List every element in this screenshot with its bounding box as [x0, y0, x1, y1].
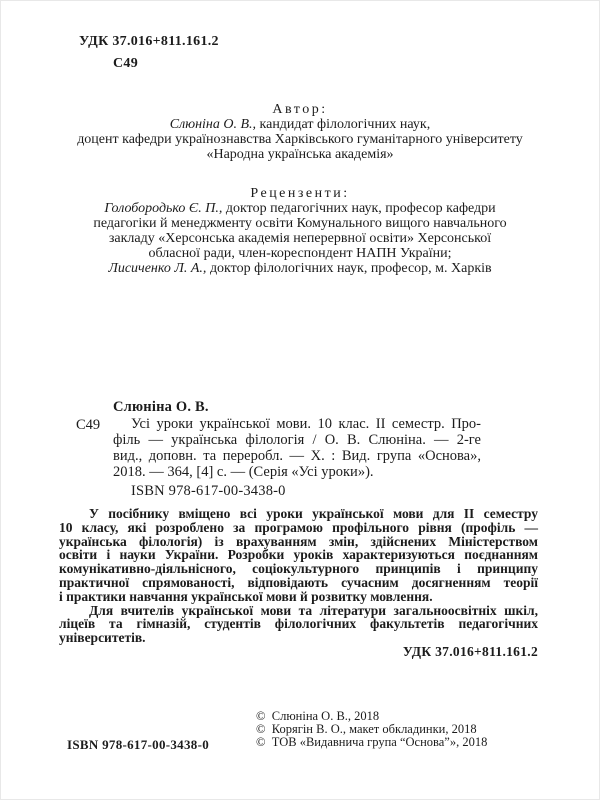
annotation-p1-line-4: освіти і науки України. Розробки уроків характеризуються поєднанням: [59, 547, 538, 563]
annotation-p1-line-2: 10 класу, які розроблено за програмою профільного рівня (профіль —: [59, 519, 538, 535]
annotation-block: [59, 507, 538, 659]
reviewer-line-3: закладу «Херсонська академія неперервної освіти» Херсонської: [108, 231, 492, 246]
annotation-udc: УДК 37.016+811.161.2: [402, 644, 538, 660]
author-line-2: доцент кафедри українознавства Харківського гуманітарного університету: [77, 132, 523, 147]
reviewer-2-credentials: доктор філологічних наук, професор, м. Харків: [209, 261, 492, 276]
author-line-3: «Народна українська академія»: [206, 147, 394, 162]
cataloging-code: С49: [76, 417, 101, 433]
annotation-p2-line-3: університетів.: [59, 630, 146, 646]
annotation-p1-line-7: і практики навчання української мови й розвитку мовлення.: [59, 588, 433, 604]
reviewers-heading: Рецензенти:: [250, 186, 350, 201]
reviewer-line-2: педагогіки й менеджменту освіти Комунального вищого навчального: [93, 216, 507, 231]
annotation-p2-line-2: ліцеїв та гімназій, студентів філологічних факультетів педагогічних: [59, 616, 538, 632]
reviewer-1-credentials: доктор педагогічних наук, професор кафедри: [225, 201, 496, 216]
cataloging-line-1: Усі уроки української мови. 10 клас. ІІ семестр. Про-: [131, 416, 481, 432]
annotation-p1-line-5: комунікативно-діяльнісного, соціокультурного принципів і принципу: [59, 561, 538, 577]
author-section: [31, 102, 569, 162]
cataloging-line-4: 2018. — 364, [4] с. — (Серія «Усі уроки»).: [113, 464, 374, 480]
annotation-p2-line-1: Для вчителів української мови та літератури загальноосвітніх шкіл,: [89, 602, 538, 618]
author-heading: Автор:: [272, 102, 328, 117]
udc-number: УДК 37.016+811.161.2: [79, 34, 219, 49]
udc-block: [79, 31, 219, 75]
cataloging-line-3: вид., доповн. та переробл. — Х. : Вид. група «Основа»,: [113, 448, 481, 464]
reviewer-line-1: [31, 201, 569, 216]
annotation-p1-line-1: У посібнику вміщено всі уроки української мови для ІІ семестру: [89, 506, 538, 521]
annotation-p1-line-6: практичної спрямованості, відповідають сучасним досягненням теорії: [59, 574, 538, 590]
copyright-block: [256, 710, 487, 750]
copyright-line-3: © ТОВ «Видавнича група “Основа”», 2018: [256, 735, 488, 750]
annotation-p1-line-3: українська філологія) із врахуванням змін, здійснених Міністерством: [59, 533, 538, 549]
author-line-1: [31, 117, 569, 132]
reviewers-section: [31, 186, 569, 276]
cataloging-block: [76, 399, 481, 499]
author-name: Слюніна О. В.,: [169, 117, 257, 132]
cataloging-isbn: ISBN 978-617-00-3438-0: [131, 483, 286, 499]
cataloging-author: Слюніна О. В.: [113, 399, 209, 415]
reviewer-1-name: Голобородько Є. П.,: [104, 201, 223, 216]
copyright-line-1: © Слюніна О. В., 2018: [256, 709, 380, 723]
reviewer-2-name: Лисиченко Л. А.,: [108, 261, 207, 276]
copyright-line-2: © Корягін В. О., макет обкладинки, 2018: [256, 722, 477, 737]
author-credentials: кандидат філологічних наук,: [259, 117, 431, 132]
reviewer-line-4: обласної ради, член-кореспондент НАПН України;: [148, 246, 452, 261]
classification-code: С49: [113, 56, 139, 71]
isbn-number: ISBN 978-617-00-3438-0: [67, 737, 210, 752]
cataloging-line-2: філь — українська філологія / О. В. Слюніна. — 2-ге: [113, 432, 481, 448]
reviewer-line-5: [31, 261, 569, 276]
